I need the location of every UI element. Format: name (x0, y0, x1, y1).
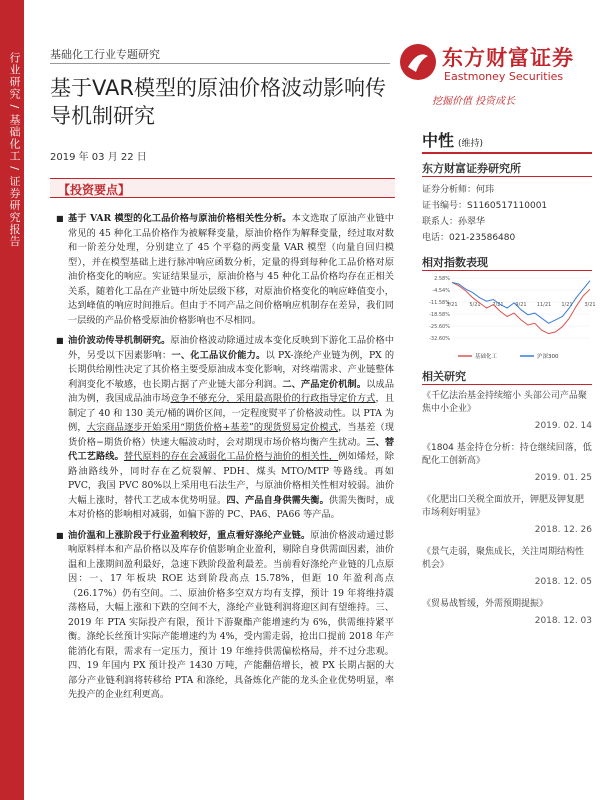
header-divider (50, 63, 390, 64)
brand-slogan: 挖掘价值 投资成长 (432, 96, 516, 107)
y-tick-label: -11.58% (429, 300, 450, 306)
paragraph-lead: 基于 VAR 模型的化工品价格与原油价格相关性分析。 (68, 213, 292, 224)
brand-name-en: Eastmoney Securities (444, 70, 564, 83)
paragraph-text: 以成品油为例，我国成品油市场 (68, 378, 395, 404)
paragraph-text: 本文选取了原油产业链中常见的 45 种化工品价格作为被解释变量，原油价格作为解释变量，经过取对数和一阶差分处理，分别建立了 45 个平稳的两变量 VAR 模型（向量自回归模型），并在模型基础上进行脉冲响应函数分析，定量的得到每种化工品价格对原油价格变化的响应。实证结果显示，原油价格与 45 种化工品价格均存在正相关关系，随着化工品在产业链中所处层级下移，对原油价格变化的响应峰值变小，达到峰值的响应时间推后。但由于不同产品之间价格响应机制存在差异，我们同一层级的产品价格受原油价格影响也不尽相同。 (68, 213, 394, 326)
report-series: 基础化工行业专题研究 (50, 48, 160, 61)
rating-sub: (维持) (458, 139, 484, 149)
section-header (50, 178, 395, 198)
relative-index-chart (418, 272, 596, 364)
paragraph-point: 三、替代工艺路线。 (68, 436, 395, 462)
related-report[interactable] (422, 390, 592, 433)
related-report-date: 2019. 02. 14 (534, 421, 592, 431)
paragraph-text: 原油价格波动除通过成本变化反映到下游化工品价格中外，另受以下因素影响： (68, 335, 395, 361)
paragraph-text: ，当基差（现货价格−期货价格）快速大幅波动时，会对期现市场价格均衡产生扰动。 (68, 422, 395, 448)
highlight-paragraph (56, 334, 394, 523)
x-tick-label: 1/21 (561, 302, 573, 308)
related-report-title: 《贸易战暂缓，外需预期提振》 (422, 599, 549, 609)
rating-divider (422, 152, 592, 154)
paragraph-point: 二、产品定价机制。 (282, 378, 367, 390)
rating (422, 128, 483, 151)
related-report-title: 《景气走弱，聚焦成长，关注周期结构性机会》 (422, 547, 585, 570)
legend-label: 沪深300 (537, 354, 559, 360)
brand-mark-icon (398, 42, 438, 82)
analyst-line: 联系人：孙翠华 (422, 217, 486, 227)
analyst-line: 电话：021-23586480 (422, 233, 516, 243)
report-date: 2019 年 03 月 22 日 (50, 152, 147, 163)
chart-title: 相对指数表现 (422, 256, 488, 269)
related-report[interactable] (422, 494, 592, 537)
related-title: 相关研究 (422, 370, 466, 383)
paragraph-text: 以 PX-涤纶产业链为例，PX 的长期供给刚性决定了其价格主要受原油成本变化影响，对终端需求、产业链整体利润变化不敏感，也长期占据了产业链大部分利润。 (68, 349, 395, 390)
underlined-text: 竞争不够充分，采用最高限价的行政指导定价方式 (170, 393, 376, 404)
paragraph-lead: 油价温和上涨阶段于行业盈利较好，重点看好涤纶产业链。 (68, 529, 311, 541)
institute-divider (422, 176, 592, 177)
highlights-body (56, 212, 394, 709)
legend-label: 基础化工 (475, 354, 498, 360)
x-tick-label: 3/21 (584, 302, 596, 308)
brand-logo (398, 38, 598, 90)
highlight-paragraph (56, 529, 394, 703)
related-report[interactable] (422, 442, 592, 485)
rating-label: 中性 (422, 131, 455, 150)
paragraph-text: 例如烯烃，除路油路线外，同时存在乙烷裂解、PDH、煤头 MTO/MTP 等路线。再如 PVC，我国 PVC 80%以上采用电石法生产，与原油价格相关性相对较弱。油价大幅上涨时，替代工艺成本优势明显。 (68, 451, 395, 506)
related-report-date: 2018. 12. 05 (534, 577, 592, 587)
analyst-line: 证书编号：S1160517110001 (422, 201, 548, 211)
related-report[interactable] (422, 546, 592, 589)
x-tick-label: 3/21 (446, 302, 458, 308)
paragraph-lead: 油价波动传导机制研究。 (68, 335, 171, 346)
x-tick-label: 7/21 (492, 302, 504, 308)
y-tick-label: -4.54% (432, 288, 450, 294)
paragraph-point: 一、化工品议价能力。 (171, 349, 266, 361)
chart-divider (422, 270, 592, 271)
underlined-text: 替代原料的存在会减弱化工品价格与油价的相关性， (123, 451, 339, 462)
y-tick-label: -18.58% (429, 312, 450, 318)
underlined-text: 大宗商品逐步开始采用“期货价格+基差”的现货贸易定价模式 (86, 422, 339, 433)
highlight-paragraph (56, 212, 394, 328)
paragraph-text: 原油价格波动通过影响原料样本和产品价格以及库存价值影响企业盈利，剔除自身供需面因素，油价温和上涨期间盈利最好，急速下跌阶段盈利最差。当前看好涤纶产业链的几点原因：一、17 年板块 ROE 达到阶段高点 15.78%，但距 10 年盈利高点（26.17%）仍有空间。二、原油价格多空双方均有支撑，预计 19 年将维持震荡格局，大幅上涨和下跌的空间不大，涤纶产业链利润将迎区间有望维持。三、2019 年 PTA 实际投产有限，预计下游聚酯产能增速约为 6%，供需维持紧平衡。涤纶长丝预计实际产能增速约为 4%，受内需走弱，抢出口提前 2018 年产能消化有限，需求有一定压力，预计 19 年维持供需偏松格局，并不过分悲观。四、19 年国内 PX 预计投产 1430 万吨，产能翻倍增长，被 PX 长期占据的大部分产业链利润将转移给 PTA 和涤纶，具备炼化产能的龙头企业优势明显，率先投产的企业红利更高。 (68, 529, 395, 700)
category-path: 行业研究 / 基础化工 / 证券研究报告 (8, 52, 21, 248)
x-tick-label: 5/21 (469, 302, 481, 308)
paragraph-point: 四、产品自身供需失衡。 (226, 494, 329, 506)
paragraph-text: ，且制定了 40 和 130 美元/桶的调价区间，一定程度熨平了价格波动性。以 PTA 为例， (68, 393, 395, 433)
paragraph-text: 供需失衡时，成本对价格的影响相对减弱，如偏下游的 PC、PA6、PA66 等产品。 (68, 494, 395, 520)
y-tick-label: -32.60% (429, 336, 450, 342)
analyst-line: 证券分析师：何玮 (422, 185, 495, 195)
page-title: 基于VAR模型的原油价格波动影响传导机制研究 (50, 76, 386, 128)
related-report-title: 《化肥出口关税全面放开，钾肥及钾复肥市场利好明显》 (422, 495, 585, 518)
related-divider (422, 384, 592, 385)
related-report-title: 《千亿法治基金持续缩小 头部公司产品聚焦中小企业》 (422, 391, 587, 414)
x-tick-label: 11/21 (536, 302, 552, 308)
section-title: 【投资要点】 (58, 183, 131, 197)
y-tick-label: -25.60% (429, 324, 450, 330)
related-report-date: 2018. 12. 03 (534, 616, 592, 626)
related-report[interactable] (422, 598, 592, 628)
brand-name-cn: 东方财富证券 (442, 46, 574, 70)
x-tick-label: 9/21 (515, 302, 527, 308)
related-report-date: 2018. 12. 26 (534, 525, 592, 535)
institute-title: 东方财富证券研究所 (422, 162, 521, 175)
left-category-band (0, 0, 24, 800)
related-report-title: 《1804 基金持仓分析：持仓继续回落，低配化工创新高》 (422, 443, 592, 466)
y-tick-label: 2.58% (434, 276, 450, 282)
related-report-date: 2019. 01. 25 (534, 473, 592, 483)
